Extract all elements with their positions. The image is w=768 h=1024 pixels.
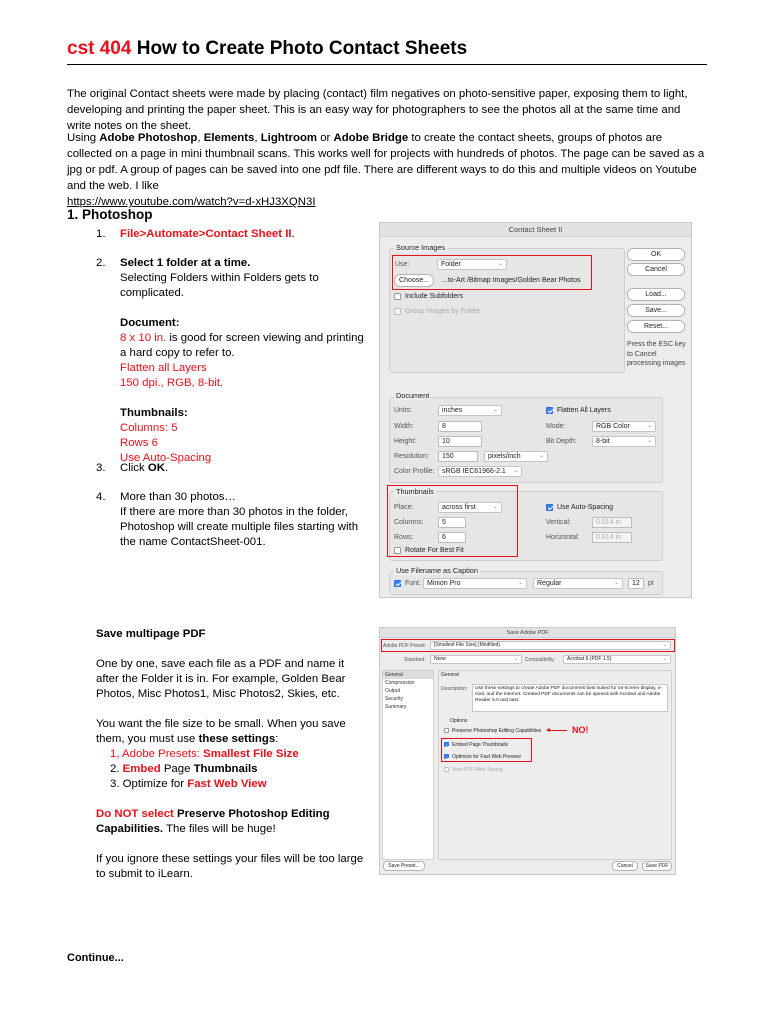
colon: : xyxy=(175,317,180,329)
flatten-checkbox[interactable] xyxy=(546,407,553,414)
resolution-unit: pixels/inch xyxy=(488,453,521,460)
use-value: Folder xyxy=(441,261,461,268)
pdf-para-4: If you ignore these settings your files will be too large to submit to iLearn. xyxy=(96,853,364,880)
horizontal-field[interactable]: 0.014 in xyxy=(592,532,632,543)
using-text: Using xyxy=(67,132,100,144)
style-value: Regular xyxy=(537,580,562,587)
preset-value: [Smallest File Size] (Modified) xyxy=(434,642,501,648)
title-rule xyxy=(67,64,707,65)
height-label: Height: xyxy=(394,438,417,445)
no-warning: NO! xyxy=(572,725,589,735)
reset-button[interactable]: Reset... xyxy=(627,320,685,333)
setting-1 xyxy=(96,747,366,762)
setting-1-value: Smallest File Size xyxy=(203,748,299,760)
nav-item-general[interactable]: General xyxy=(383,671,433,679)
doc-size: 8 x 10 in. xyxy=(120,332,167,344)
include-subfolders-label: Include Subfolders xyxy=(405,293,463,300)
do-not-select xyxy=(96,807,366,837)
ok-button[interactable]: OK xyxy=(627,248,685,261)
thumbnails-label: Thumbnails xyxy=(120,407,184,419)
general-heading: General xyxy=(441,672,459,678)
chevron-down-icon: ⌄ xyxy=(662,642,667,648)
comma: , xyxy=(197,132,204,144)
description-label: Description: xyxy=(441,686,468,692)
standard-select[interactable] xyxy=(430,655,522,664)
bit-depth-label: Bit Depth: xyxy=(546,438,577,445)
color-profile-select[interactable] xyxy=(438,466,522,477)
step-number: 3. xyxy=(96,462,106,474)
compatibility-label: Compatibility: xyxy=(525,657,556,663)
caption-checkbox[interactable] xyxy=(394,580,401,587)
document-label: Document xyxy=(120,317,176,329)
setting-2 xyxy=(96,762,366,777)
list-number: 1, xyxy=(110,748,123,760)
chevron-down-icon: ⌄ xyxy=(497,261,503,267)
nav-item-compression[interactable]: Compression xyxy=(385,680,415,686)
step-4-text: If there are more than 30 photos in the folder, Photoshop will create multiple files starting with the name ContactSheet-001. xyxy=(120,506,359,548)
font-size-unit: pt xyxy=(648,580,654,587)
youtube-link[interactable]: https://www.youtube.com/watch?v=d-xHJ3XQN3I xyxy=(67,196,316,208)
page-title xyxy=(67,38,467,60)
highlight-box xyxy=(441,738,532,762)
chevron-down-icon: ⌄ xyxy=(492,407,498,413)
resolution-unit-select[interactable] xyxy=(484,451,548,462)
title-text: How to Create Photo Contact Sheets xyxy=(136,38,468,59)
cancel-button[interactable]: Cancel xyxy=(612,861,638,871)
doc-flatten: Flatten all Layers xyxy=(120,362,207,374)
height-field[interactable]: 10 xyxy=(438,436,482,447)
mode-value: RGB Color xyxy=(596,423,630,430)
chevron-down-icon: ⌄ xyxy=(662,656,667,662)
resolution-field[interactable]: 150 xyxy=(438,451,478,462)
chevron-down-icon: ⌄ xyxy=(517,580,523,586)
preserve-editing-label: Preserve Photoshop Editing Capabilities xyxy=(452,728,542,734)
source-images-label: Source Images xyxy=(396,243,446,252)
standard-value: None xyxy=(434,656,446,662)
huge-warning: The files will be huge! xyxy=(163,823,276,835)
include-subfolders-checkbox[interactable] xyxy=(394,293,401,300)
rotate-label: Rotate For Best Fit xyxy=(405,547,464,554)
chevron-down-icon: ⌄ xyxy=(646,423,652,429)
thumbnails-heading xyxy=(120,406,370,421)
embed-thumbnails-label: Embed Page Thumbnails xyxy=(452,742,509,748)
step-number: 4. xyxy=(96,491,106,503)
pdf-para-1: One by one, save each file as a PDF and name it after the Folder it is in. For example, Golden Bear Photos, Misc Photos1, Misc Photos2, Skies, etc. xyxy=(96,658,346,700)
font-label: Font: xyxy=(405,580,421,587)
step-4-line1: More than 30 photos… xyxy=(120,491,236,503)
comma: , xyxy=(254,132,261,144)
nav-item-summary[interactable]: Summary xyxy=(385,704,407,710)
mode-select[interactable] xyxy=(592,421,656,432)
style-select[interactable] xyxy=(533,578,623,589)
thumb-rows: Rows 6 xyxy=(120,437,158,449)
nav-item-security[interactable]: Security xyxy=(385,696,404,702)
esc-note: Press the ESC key to Cancel processing images xyxy=(627,341,686,367)
step-number: 2. xyxy=(96,257,106,269)
caption-label: Use Filename as Caption xyxy=(396,566,478,575)
preserve-capabilities: Preserve Photoshop Editing Capabilities. xyxy=(96,808,330,835)
step-4-body xyxy=(120,490,370,550)
pdf-section xyxy=(96,627,366,882)
lightroom-name: Lightroom xyxy=(260,132,318,144)
doc-dpi: 150 dpi., RGB, 8-bit. xyxy=(120,377,224,389)
compatibility-select[interactable] xyxy=(563,655,671,664)
document-heading xyxy=(120,316,370,331)
highlight-box xyxy=(392,255,592,290)
using-rest: to create the contact sheets, groups of photos are collected on a page in mini thumbnail scans. This works well for projects with hundreds of photos. The page can be saved as a jpg or pdf. A group of pages can be saved into one pdf file. There are different ways to do this and multiple videos on Youtube and the web. I like xyxy=(67,132,705,192)
menu-path: File>Automate>Contact Sheet II xyxy=(120,228,292,240)
load-button[interactable]: Load... xyxy=(627,288,685,301)
autospacing-checkbox[interactable] xyxy=(546,504,553,511)
bit-depth-select[interactable] xyxy=(592,436,656,447)
course-code: cst 404 xyxy=(67,38,132,59)
standard-label: Standard: xyxy=(404,657,426,663)
view-after-saving-label: View PDF After Saving xyxy=(452,767,503,773)
view-after-saving-checkbox[interactable] xyxy=(444,767,449,772)
use-label: Use: xyxy=(395,261,410,268)
elements-name: Elements xyxy=(203,132,255,144)
pdf-para-2 xyxy=(96,717,366,747)
preserve-editing-checkbox[interactable] xyxy=(444,728,449,733)
save-pdf-dialog xyxy=(379,627,676,875)
rows-field[interactable]: 6 xyxy=(438,532,466,543)
colon: : xyxy=(183,407,188,419)
thumb-columns: Columns: 5 xyxy=(120,422,178,434)
group-by-folder-checkbox[interactable] xyxy=(394,308,401,315)
photoshop-name: Adobe Photoshop xyxy=(99,132,198,144)
place-value: across first xyxy=(442,504,476,511)
do-not-label: Do NOT select xyxy=(96,808,178,820)
columns-field[interactable]: 5 xyxy=(438,517,466,528)
chevron-down-icon: ⌄ xyxy=(646,438,652,444)
group-by-folder-label: Group Images by Folder xyxy=(405,308,481,315)
colon: : xyxy=(275,733,279,745)
font-size-field[interactable]: 12 xyxy=(628,578,644,589)
pdf-heading: Save multipage PDF xyxy=(96,628,206,640)
thumbnails-word: Thumbnails xyxy=(193,763,258,775)
thumb-autospacing: Use Auto-Spacing xyxy=(120,452,212,464)
color-profile-value: sRGB IEC61966-2.1 xyxy=(442,468,506,475)
rows-label: Rows: xyxy=(394,534,414,541)
autospacing-label: Use Auto-Spacing xyxy=(557,504,614,511)
ok-text: OK xyxy=(147,462,165,474)
fast-web-label: Optimize for Fast Web Preview xyxy=(452,754,521,760)
contact-sheet-dialog xyxy=(379,222,692,598)
intro-paragraph: The original Contact sheets were made by placing (contact) film negatives on photo-sensitive paper, exposing them to light, developing and printing the paper sheet. This is an easy way for photographers to see the photos all at the same time and write notes on the sheet. xyxy=(67,88,688,132)
vertical-label: Vertical: xyxy=(546,519,571,526)
list-number: 2. xyxy=(110,763,123,775)
click-text: Click xyxy=(120,462,148,474)
bridge-name: Adobe Bridge xyxy=(333,132,409,144)
chevron-down-icon: ⌄ xyxy=(512,468,518,474)
step-number: 1. xyxy=(96,228,106,240)
units-value: inches xyxy=(442,407,463,414)
mode-label: Mode: xyxy=(546,423,566,430)
doc-size-line xyxy=(120,331,370,361)
embed-word: Embed xyxy=(122,763,161,775)
chevron-down-icon: ⌄ xyxy=(613,580,619,586)
page-word: Page xyxy=(160,763,194,775)
units-select[interactable] xyxy=(438,405,502,416)
units-label: Units: xyxy=(394,407,412,414)
highlight-box xyxy=(387,485,518,557)
source-path: ...to-Art /Bitmap Images/Golden Bear Photos xyxy=(442,277,581,284)
compatibility-value: Acrobat 6 (PDF 1.5) xyxy=(567,656,612,662)
highlight-box xyxy=(381,639,675,652)
section-heading-photoshop: 1. Photoshop xyxy=(67,207,153,222)
cancel-button[interactable]: Cancel xyxy=(627,263,685,276)
columns-label: Columns: xyxy=(394,519,424,526)
step-2-bold: Select 1 folder at a time. xyxy=(120,257,251,269)
setting-3 xyxy=(96,777,366,792)
options-heading: Options xyxy=(450,718,468,724)
pdf-para-2-text: You want the file size to be small. When you save them, you must use xyxy=(96,718,346,745)
arrow-head-icon xyxy=(546,728,550,732)
chevron-down-icon: ⌄ xyxy=(513,656,518,662)
these-settings: these settings xyxy=(198,733,276,745)
color-profile-label: Color Profile: xyxy=(394,468,435,475)
using-paragraph xyxy=(67,130,707,210)
doc-size-rest: is good for screen viewing and printing a hard copy to refer to. xyxy=(120,332,364,359)
dialog-title: Save Adobe PDF xyxy=(380,628,675,638)
step-2-body xyxy=(120,256,370,466)
thumbnails-label: Thumbnails xyxy=(396,487,434,496)
setting-3-label: 3. Optimize for xyxy=(110,778,188,790)
fast-web-view: Fast Web View xyxy=(187,778,267,790)
chevron-down-icon: ⌄ xyxy=(538,453,544,459)
save-button[interactable]: Save... xyxy=(627,304,685,317)
settings-nav xyxy=(382,670,434,860)
period: . xyxy=(291,228,295,240)
continue-text: Continue... xyxy=(67,952,124,964)
horizontal-label: Horizontal: xyxy=(546,534,580,541)
arrow-icon xyxy=(549,730,567,731)
dialog-title: Contact Sheet II xyxy=(380,223,691,237)
resolution-label: Resolution: xyxy=(394,453,430,460)
preset-label: Adobe PDF Preset: xyxy=(383,643,427,649)
nav-item-output[interactable]: Output xyxy=(385,688,401,694)
save-preset-button[interactable]: Save Preset... xyxy=(383,861,425,871)
or-text: or xyxy=(317,132,334,144)
save-pdf-button[interactable]: Save PDF xyxy=(642,861,672,871)
width-label: Width: xyxy=(394,423,414,430)
step-2-text: Selecting Folders within Folders gets to complicated. xyxy=(120,272,319,299)
setting-1-label: Adobe Presets: xyxy=(122,748,204,760)
chevron-down-icon: ⌄ xyxy=(492,504,498,510)
period: . xyxy=(164,462,169,474)
vertical-field[interactable]: 0.014 in xyxy=(592,517,632,528)
description-box[interactable]: Use these settings to create Adobe PDF documents best suited for on-screen display, e-mail, and the Internet. Created PDF documents can be opened with Acrobat and Adobe Reader 5.0 and later. xyxy=(472,684,668,712)
font-select[interactable] xyxy=(423,578,527,589)
bit-depth-value: 8-bit xyxy=(596,438,610,445)
flatten-label: Flatten All Layers xyxy=(557,407,611,414)
choose-button[interactable]: Choose... xyxy=(394,274,434,287)
place-label: Place: xyxy=(394,504,414,511)
document-label: Document xyxy=(396,391,430,400)
width-field[interactable]: 8 xyxy=(438,421,482,432)
font-value: Minion Pro xyxy=(427,580,461,587)
